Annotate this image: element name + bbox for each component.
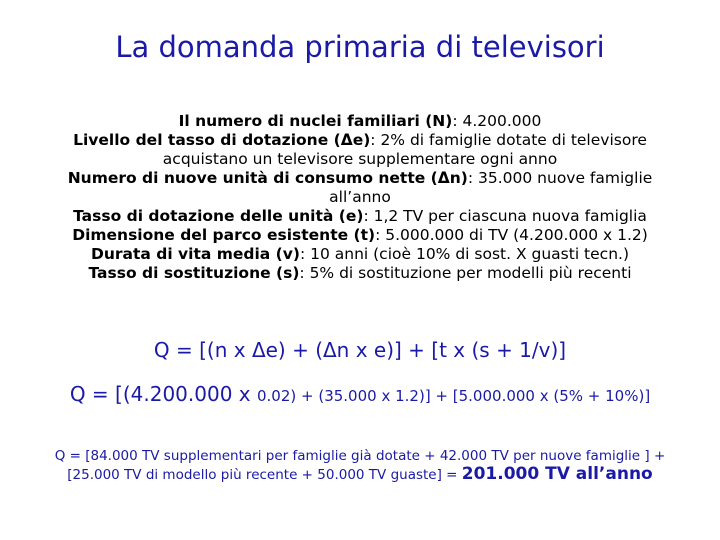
definition-value: : 5% di sostituzione per modelli più recenti xyxy=(299,264,632,282)
numeric-formula-part1: Q = [(4.200.000 x xyxy=(69,382,257,406)
definition-line xyxy=(10,245,710,264)
definitions-list xyxy=(10,112,710,283)
definition-line xyxy=(10,226,710,245)
calculation xyxy=(10,447,710,484)
definition-value: : 4.200.000 xyxy=(452,112,542,130)
definition-label: Durata di vita media (v) xyxy=(90,245,300,263)
definition-line xyxy=(10,264,710,283)
general-formula: Q = [(n x Δe) + (Δn x e)] + [t x (s + 1/v)] xyxy=(153,338,567,362)
numeric-formula xyxy=(20,384,700,406)
definition-value: : 10 anni (cioè 10% di sost. X guasti tecn.) xyxy=(299,245,629,263)
definition-label: Il numero di nuclei familiari (N) xyxy=(178,112,453,130)
definition-label: Dimensione del parco esistente (t) xyxy=(72,226,376,244)
definition-label: Tasso di sostituzione (s) xyxy=(88,264,300,282)
definition-continuation: all’anno xyxy=(329,188,391,206)
definition-value: : 2% di famiglie dotate di televisore xyxy=(370,131,647,149)
calculation-result: 201.000 TV all’anno xyxy=(461,464,653,484)
definition-line xyxy=(10,169,710,207)
definition-line xyxy=(10,131,710,169)
definition-value: : 5.000.000 di TV (4.200.000 x 1.2) xyxy=(375,226,648,244)
slide-title: La domanda primaria di televisori xyxy=(115,30,605,64)
definition-value: : 1,2 TV per ciascuna nuova famiglia xyxy=(363,207,647,225)
definition-label: Livello del tasso di dotazione (Δe) xyxy=(73,131,371,149)
definition-label: Tasso di dotazione delle unità (e) xyxy=(73,207,364,225)
definition-line xyxy=(10,112,710,131)
definition-value: : 35.000 nuove famiglie xyxy=(467,169,653,187)
numeric-formula-part2: 0.02) + (35.000 x 1.2)] + [5.000.000 x (5% + 10%)] xyxy=(257,387,651,405)
definition-line xyxy=(10,207,710,226)
calculation-line1: Q = [84.000 TV supplementari per famiglie già dotate + 42.000 TV per nuove famiglie ] + xyxy=(54,448,666,464)
definition-continuation: acquistano un televisore supplementare ogni anno xyxy=(162,150,558,168)
calculation-line2: [25.000 TV di modello più recente + 50.000 TV guaste] = xyxy=(67,467,462,483)
calculation-line2-wrapper xyxy=(10,465,710,484)
definition-label: Numero di nuove unità di consumo nette (Δn) xyxy=(67,169,468,187)
